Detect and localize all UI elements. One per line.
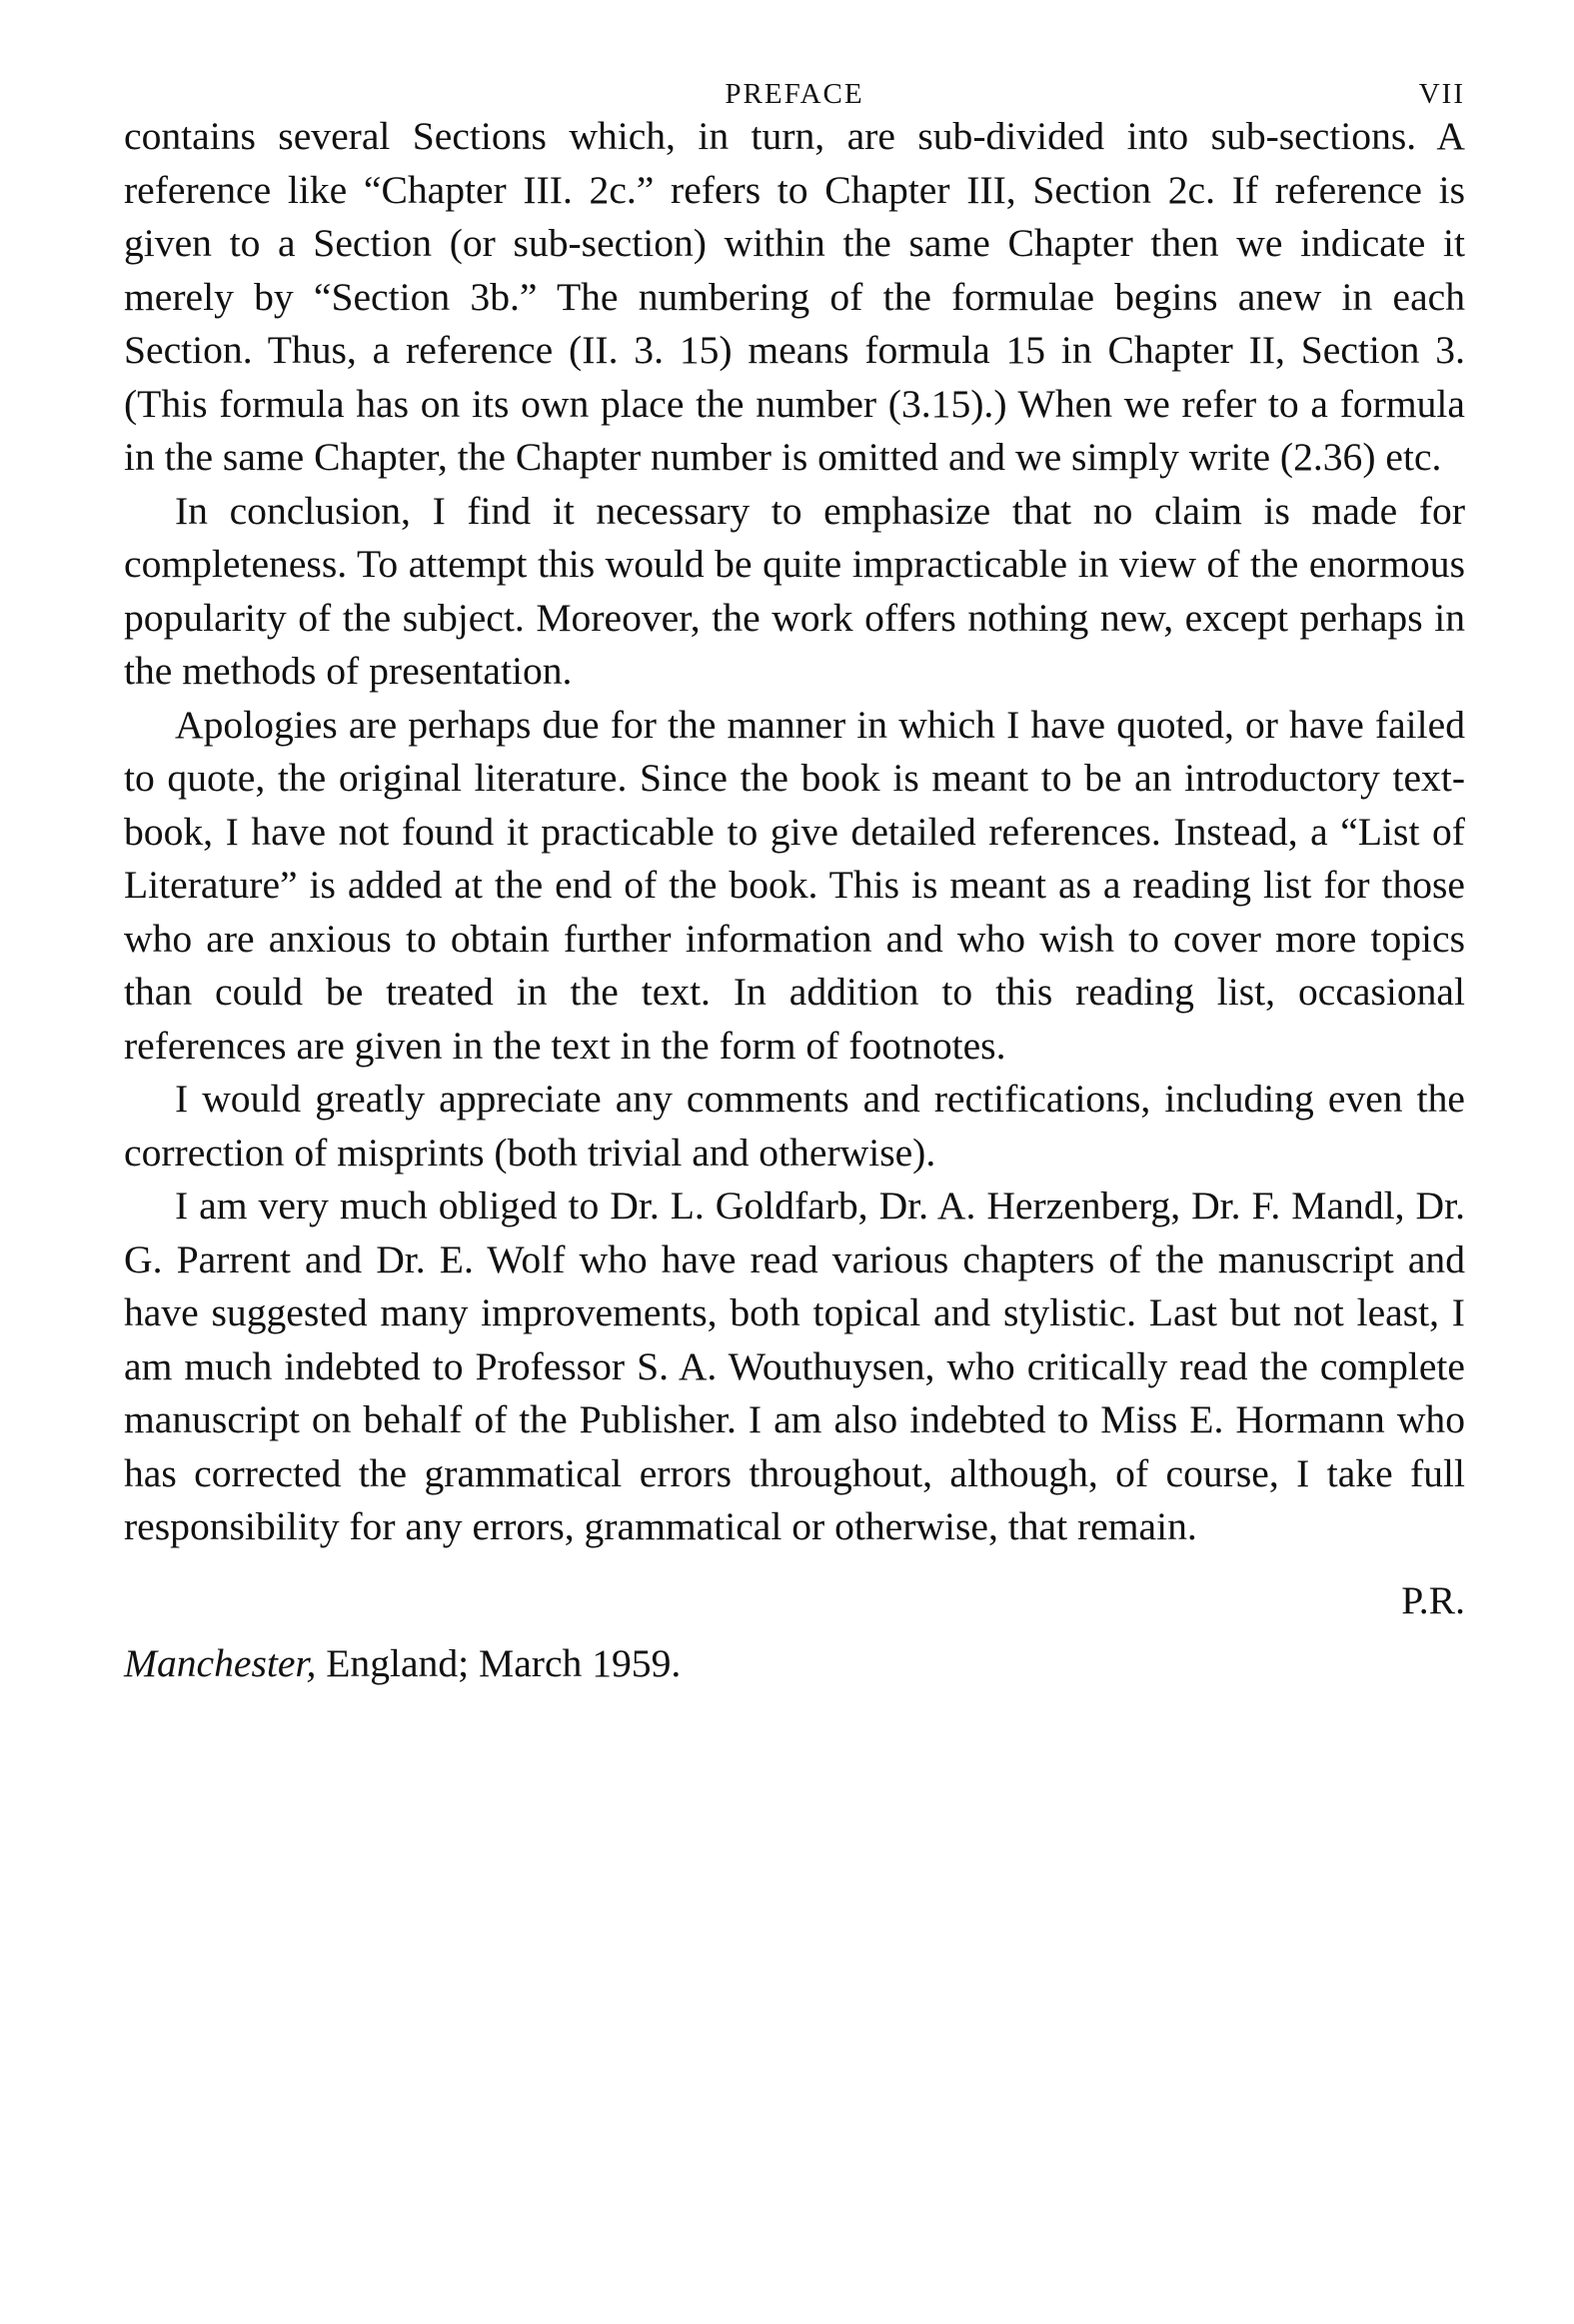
running-head-title: PREFACE [725, 78, 864, 110]
paragraph-comments: I would greatly appreciate any comments and rectifications, including even the correction of misprints (both trivial and otherwise). [124, 1077, 1465, 1174]
preface-body [124, 110, 1465, 1554]
paragraph-apologies: Apologies are perhaps due for the manner in which I have quoted, or have failed to quote, the original literature. Since the book is meant to be an introductory text-book, I have not found it practicable to give detailed references. Instead, a “List of Literature” is added at the end of the book. This is meant as a reading list for those who are anxious to obtain further information and who wish to cover more topics than could be treated in the text. In addition to this reading list, occasional references are given in the text in the form of footnotes. [124, 702, 1465, 1068]
author-initials: P.R. [1401, 1577, 1465, 1622]
dateline [124, 1637, 1465, 1691]
page [124, 60, 1465, 1691]
dateline-city: Manchester, [124, 1641, 317, 1685]
paragraph-acknowledgements: I am very much obliged to Dr. L. Goldfarb, Dr. A. Herzenberg, Dr. F. Mandl, Dr. G. Parrent and Dr. E. Wolf who have read various chapters of the manuscript and have suggested many improvements, both topical and stylistic. Last but not least, I am much indebted to Professor S. A. Wouthuysen, who critically read the complete manuscript on behalf of the Publisher. I am also indebted to Miss E. Hormann who has corrected the grammatical errors throughout, although, of course, I take full responsibility for any errors, grammatical or otherwise, that remain. [124, 1183, 1465, 1548]
running-head [124, 60, 1465, 110]
page-number: VII [1418, 78, 1465, 110]
dateline-rest: England; March 1959. [316, 1641, 682, 1685]
paragraph-conclusion: In conclusion, I find it necessary to emphasize that no claim is made for completeness. To attempt this would be quite impracticable in view of the enormous popularity of the subject. Moreover, the work offers nothing new, except perhaps in the methods of presentation. [124, 488, 1465, 693]
paragraph-continued: contains several Sections which, in turn, are sub-divided into sub-sections. A reference like “Chapter III. 2c.” refers to Chapter III, Section 2c. If reference is given to a Section (or sub-section) within the same Chapter then we indicate it merely by “Section 3b.” The numbering of the formulae begins anew in each Section. Thus, a reference (II. 3. 15) means formula 15 in Chapter II, Section 3. (This formula has on its own place the number (3.15).) When we refer to a formula in the same Chapter, the Chapter number is omitted and we simply write (2.36) etc. [124, 114, 1465, 479]
